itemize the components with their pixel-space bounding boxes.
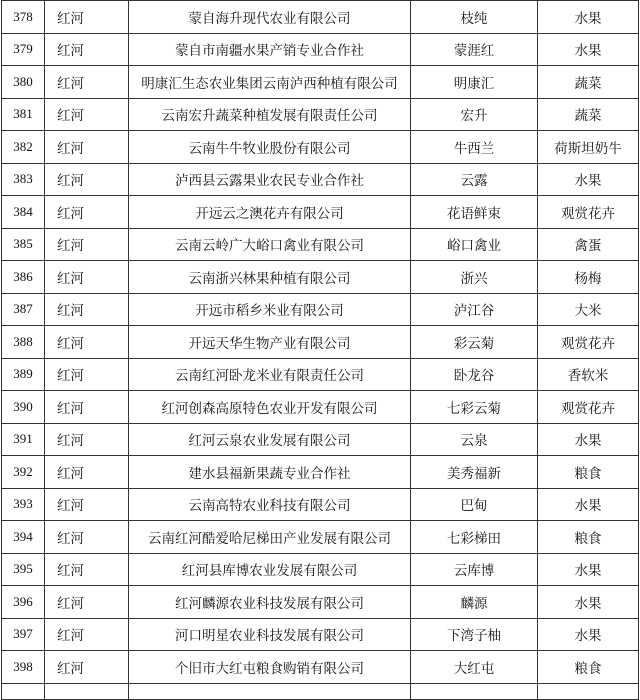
category-cell: 粮食	[538, 651, 639, 684]
category-cell: 香软米	[538, 358, 639, 391]
company-cell: 红河创森高原特色农业开发有限公司	[129, 391, 411, 424]
table-row	[2, 1, 639, 34]
region-cell: 红河	[45, 488, 129, 521]
row-number: 379	[2, 33, 45, 66]
brand-cell: 彩云菊	[411, 326, 538, 359]
company-cell: 红河县库博农业发展有限公司	[129, 553, 411, 586]
region-cell: 红河	[45, 1, 129, 34]
region-cell: 红河	[45, 196, 129, 229]
brand-cell: 峪口禽业	[411, 228, 538, 261]
brand-cell: 泸江谷	[411, 293, 538, 326]
brand-cell: 云泉	[411, 423, 538, 456]
table-row	[2, 586, 639, 619]
category-cell: 观赏花卉	[538, 326, 639, 359]
table-row	[2, 33, 639, 66]
row-number: 380	[2, 66, 45, 99]
brand-cell: 七彩梯田	[411, 521, 538, 554]
table-row	[2, 326, 639, 359]
table-row	[2, 66, 639, 99]
region-cell: 红河	[45, 521, 129, 554]
brand-cell: 巴甸	[411, 488, 538, 521]
region-cell: 红河	[45, 456, 129, 489]
region-cell: 红河	[45, 586, 129, 619]
table-row	[2, 261, 639, 294]
category-cell: 水果	[538, 586, 639, 619]
region-cell: 红河	[45, 98, 129, 131]
table-row	[2, 228, 639, 261]
category-cell: 观赏花卉	[538, 196, 639, 229]
row-number: 393	[2, 488, 45, 521]
table-row-cut-off	[2, 683, 639, 699]
empty-cell	[129, 683, 411, 699]
company-cell: 云南红河酷爱哈尼梯田产业发展有限公司	[129, 521, 411, 554]
company-cell: 开远天华生物产业有限公司	[129, 326, 411, 359]
region-cell: 红河	[45, 423, 129, 456]
region-cell: 红河	[45, 326, 129, 359]
row-number: 381	[2, 98, 45, 131]
company-cell: 红河麟源农业科技发展有限公司	[129, 586, 411, 619]
table-row	[2, 521, 639, 554]
category-cell: 水果	[538, 33, 639, 66]
table-row	[2, 423, 639, 456]
row-number: 385	[2, 228, 45, 261]
company-cell: 个旧市大红屯粮食购销有限公司	[129, 651, 411, 684]
row-number: 387	[2, 293, 45, 326]
table-row	[2, 488, 639, 521]
category-cell: 水果	[538, 488, 639, 521]
company-cell: 蒙自海升现代农业有限公司	[129, 1, 411, 34]
empty-cell	[45, 683, 129, 699]
empty-cell	[411, 683, 538, 699]
brand-cell: 七彩云菊	[411, 391, 538, 424]
brand-cell: 下湾子柚	[411, 618, 538, 651]
category-cell: 蔬菜	[538, 98, 639, 131]
row-number: 383	[2, 163, 45, 196]
category-cell: 水果	[538, 163, 639, 196]
row-number: 384	[2, 196, 45, 229]
row-number: 391	[2, 423, 45, 456]
category-cell: 水果	[538, 553, 639, 586]
row-number: 392	[2, 456, 45, 489]
table-row	[2, 196, 639, 229]
company-cell: 云南红河卧龙米业有限责任公司	[129, 358, 411, 391]
row-number: 396	[2, 586, 45, 619]
category-cell: 禽蛋	[538, 228, 639, 261]
empty-cell	[2, 683, 45, 699]
region-cell: 红河	[45, 553, 129, 586]
region-cell: 红河	[45, 651, 129, 684]
company-cell: 蒙自市南疆水果产销专业合作社	[129, 33, 411, 66]
region-cell: 红河	[45, 163, 129, 196]
company-cell: 泸西县云露果业农民专业合作社	[129, 163, 411, 196]
table-row	[2, 98, 639, 131]
brand-cell: 美秀福新	[411, 456, 538, 489]
empty-cell	[538, 683, 639, 699]
row-number: 388	[2, 326, 45, 359]
brand-cell: 花语鲜束	[411, 196, 538, 229]
company-cell: 云南牛牛牧业股份有限公司	[129, 131, 411, 164]
row-number: 378	[2, 1, 45, 34]
category-cell: 大米	[538, 293, 639, 326]
row-number: 390	[2, 391, 45, 424]
brand-cell: 明康汇	[411, 66, 538, 99]
category-cell: 水果	[538, 618, 639, 651]
company-cell: 红河云泉农业发展有限公司	[129, 423, 411, 456]
brand-cell: 麟源	[411, 586, 538, 619]
row-number: 398	[2, 651, 45, 684]
brand-cell: 大红屯	[411, 651, 538, 684]
table-row	[2, 553, 639, 586]
category-cell: 观赏花卉	[538, 391, 639, 424]
region-cell: 红河	[45, 293, 129, 326]
enterprise-table	[1, 0, 639, 700]
row-number: 395	[2, 553, 45, 586]
company-cell: 云南浙兴林果种植有限公司	[129, 261, 411, 294]
brand-cell: 云露	[411, 163, 538, 196]
region-cell: 红河	[45, 66, 129, 99]
region-cell: 红河	[45, 33, 129, 66]
region-cell: 红河	[45, 131, 129, 164]
category-cell: 水果	[538, 423, 639, 456]
brand-cell: 云库博	[411, 553, 538, 586]
table-row	[2, 456, 639, 489]
table-row	[2, 358, 639, 391]
table-row	[2, 651, 639, 684]
company-cell: 明康汇生态农业集团云南泸西种植有限公司	[129, 66, 411, 99]
company-cell: 开远市稻乡米业有限公司	[129, 293, 411, 326]
company-cell: 开远云之澳花卉有限公司	[129, 196, 411, 229]
category-cell: 粮食	[538, 456, 639, 489]
row-number: 382	[2, 131, 45, 164]
company-cell: 云南云岭广大峪口禽业有限公司	[129, 228, 411, 261]
category-cell: 粮食	[538, 521, 639, 554]
company-cell: 云南高特农业科技有限公司	[129, 488, 411, 521]
table-row	[2, 293, 639, 326]
brand-cell: 牛西兰	[411, 131, 538, 164]
brand-cell: 宏升	[411, 98, 538, 131]
row-number: 394	[2, 521, 45, 554]
category-cell: 荷斯坦奶牛	[538, 131, 639, 164]
category-cell: 杨梅	[538, 261, 639, 294]
table-row	[2, 618, 639, 651]
region-cell: 红河	[45, 228, 129, 261]
region-cell: 红河	[45, 391, 129, 424]
table-body	[2, 1, 639, 700]
brand-cell: 蒙涯红	[411, 33, 538, 66]
row-number: 389	[2, 358, 45, 391]
category-cell: 蔬菜	[538, 66, 639, 99]
brand-cell: 浙兴	[411, 261, 538, 294]
row-number: 386	[2, 261, 45, 294]
region-cell: 红河	[45, 618, 129, 651]
brand-cell: 卧龙谷	[411, 358, 538, 391]
brand-cell: 枝纯	[411, 1, 538, 34]
table-row	[2, 163, 639, 196]
region-cell: 红河	[45, 358, 129, 391]
category-cell: 水果	[538, 1, 639, 34]
company-cell: 云南宏升蔬菜种植发展有限责任公司	[129, 98, 411, 131]
table-row	[2, 131, 639, 164]
table-row	[2, 391, 639, 424]
row-number: 397	[2, 618, 45, 651]
company-cell: 建水县福新果蔬专业合作社	[129, 456, 411, 489]
region-cell: 红河	[45, 261, 129, 294]
company-cell: 河口明星农业科技发展有限公司	[129, 618, 411, 651]
